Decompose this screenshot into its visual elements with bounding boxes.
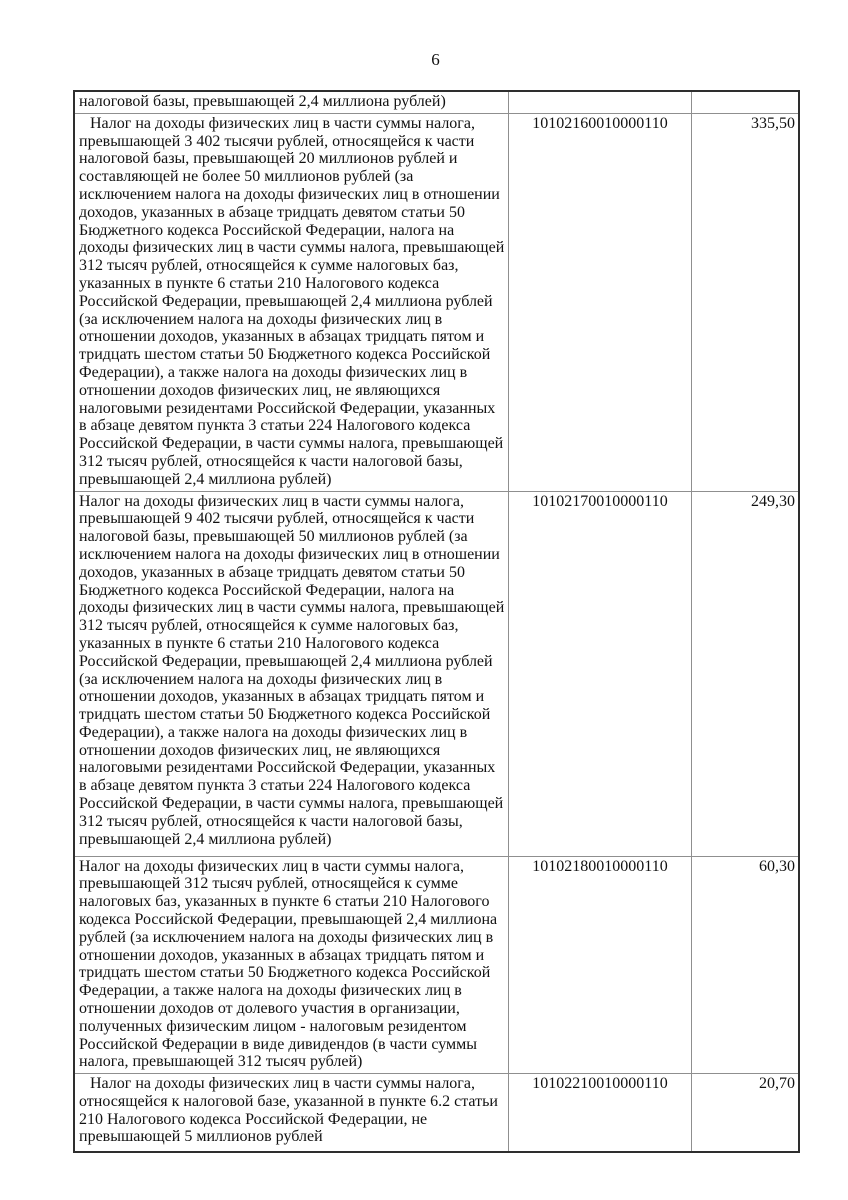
- kbk-code-cell: 10102170010000110: [508, 491, 691, 856]
- tax-description-cell: налоговой базы, превышающей 2,4 миллиона рублей): [74, 91, 508, 113]
- kbk-code-cell: 10102180010000110: [508, 856, 691, 1074]
- tax-description-cell: Налог на доходы физических лиц в части суммы налога, превышающей 9 402 тысячи рублей, относящейся к части налоговой базы, превышающей 50 миллионов рублей (за исключением налога на доходы физических лиц в отношении доходов, указанных в абзаце тридцать девятом статьи 50 Бюджетного кодекса Российской Федерации, налога на доходы физических лиц в части суммы налога, превышающей 312 тысяч рублей, относящейся к сумме налоговых баз, указанных в пункте 6 статьи 210 Налогового кодекса Российской Федерации, превышающей 2,4 миллиона рублей (за исключением налога на доходы физических лиц в отношении доходов, указанных в абзацах тридцать пятом и тридцать шестом статьи 50 Бюджетного кодекса Российской Федерации), а также налога на доходы физических лиц в отношении доходов физических лиц, не являющихся налоговыми резидентами Российской Федерации, указанных в абзаце девятом пункта 3 статьи 224 Налогового кодекса Российской Федерации, в части суммы налога, превышающей 312 тысяч рублей, относящейся к части налоговой базы, превышающей 2,4 миллиона рублей): [74, 491, 508, 856]
- table-row: [74, 856, 799, 1074]
- amount-cell: 335,50: [691, 113, 799, 491]
- table-row: [74, 491, 799, 856]
- tax-description-cell: Налог на доходы физических лиц в части суммы налога, превышающей 312 тысяч рублей, относящейся к сумме налоговых баз, указанных в пункте 6 статьи 210 Налогового кодекса Российской Федерации, превышающей 2,4 миллиона рублей (за исключением налога на доходы физических лиц в отношении доходов, указанных в абзацах тридцать пятом и тридцать шестом статьи 50 Бюджетного кодекса Российской Федерации, а также налога на доходы физических лиц в отношении доходов от долевого участия в организации, полученных физическим лицом - налоговым резидентом Российской Федерации в виде дивидендов (в части суммы налога, превышающей 312 тысяч рублей): [74, 856, 508, 1074]
- kbk-code-cell: 10102160010000110: [508, 113, 691, 491]
- amount-cell: 20,70: [691, 1074, 799, 1152]
- amount-cell: 249,30: [691, 491, 799, 856]
- table-row: [74, 91, 799, 113]
- amount-cell: [691, 91, 799, 113]
- amount-cell: 60,30: [691, 856, 799, 1074]
- page-number: 6: [431, 50, 440, 69]
- kbk-code-cell: 10102210010000110: [508, 1074, 691, 1152]
- tax-description-cell: Налог на доходы физических лиц в части суммы налога, превышающей 3 402 тысячи рублей, относящейся к части налоговой базы, превышающей 20 миллионов рублей и составляющей не более 50 миллионов рублей (за исключением налога на доходы физических лиц в отношении доходов, указанных в абзаце тридцать девятом статьи 50 Бюджетного кодекса Российской Федерации, налога на доходы физических лиц в части суммы налога, превышающей 312 тысяч рублей, относящейся к сумме налоговых баз, указанных в пункте 6 статьи 210 Налогового кодекса Российской Федерации, превышающей 2,4 миллиона рублей (за исключением налога на доходы физических лиц в отношении доходов, указанных в абзацах тридцать пятом и тридцать шестом статьи 50 Бюджетного кодекса Российской Федерации), а также налога на доходы физических лиц в отношении доходов физических лиц, не являющихся налоговыми резидентами Российской Федерации, указанных в абзаце девятом пункта 3 статьи 224 Налогового кодекса Российской Федерации, в части суммы налога, превышающей 312 тысяч рублей, относящейся к части налоговой базы, превышающей 2,4 миллиона рублей): [74, 113, 508, 491]
- budget-revenue-table: [73, 90, 800, 1153]
- tax-description-cell: Налог на доходы физических лиц в части суммы налога, относящейся к налоговой базе, указанной в пункте 6.2 статьи 210 Налогового кодекса Российской Федерации, не превышающей 5 миллионов рублей: [74, 1074, 508, 1152]
- page-header: [73, 50, 798, 70]
- table-row: [74, 113, 799, 491]
- table-row: [74, 1074, 799, 1152]
- kbk-code-cell: [508, 91, 691, 113]
